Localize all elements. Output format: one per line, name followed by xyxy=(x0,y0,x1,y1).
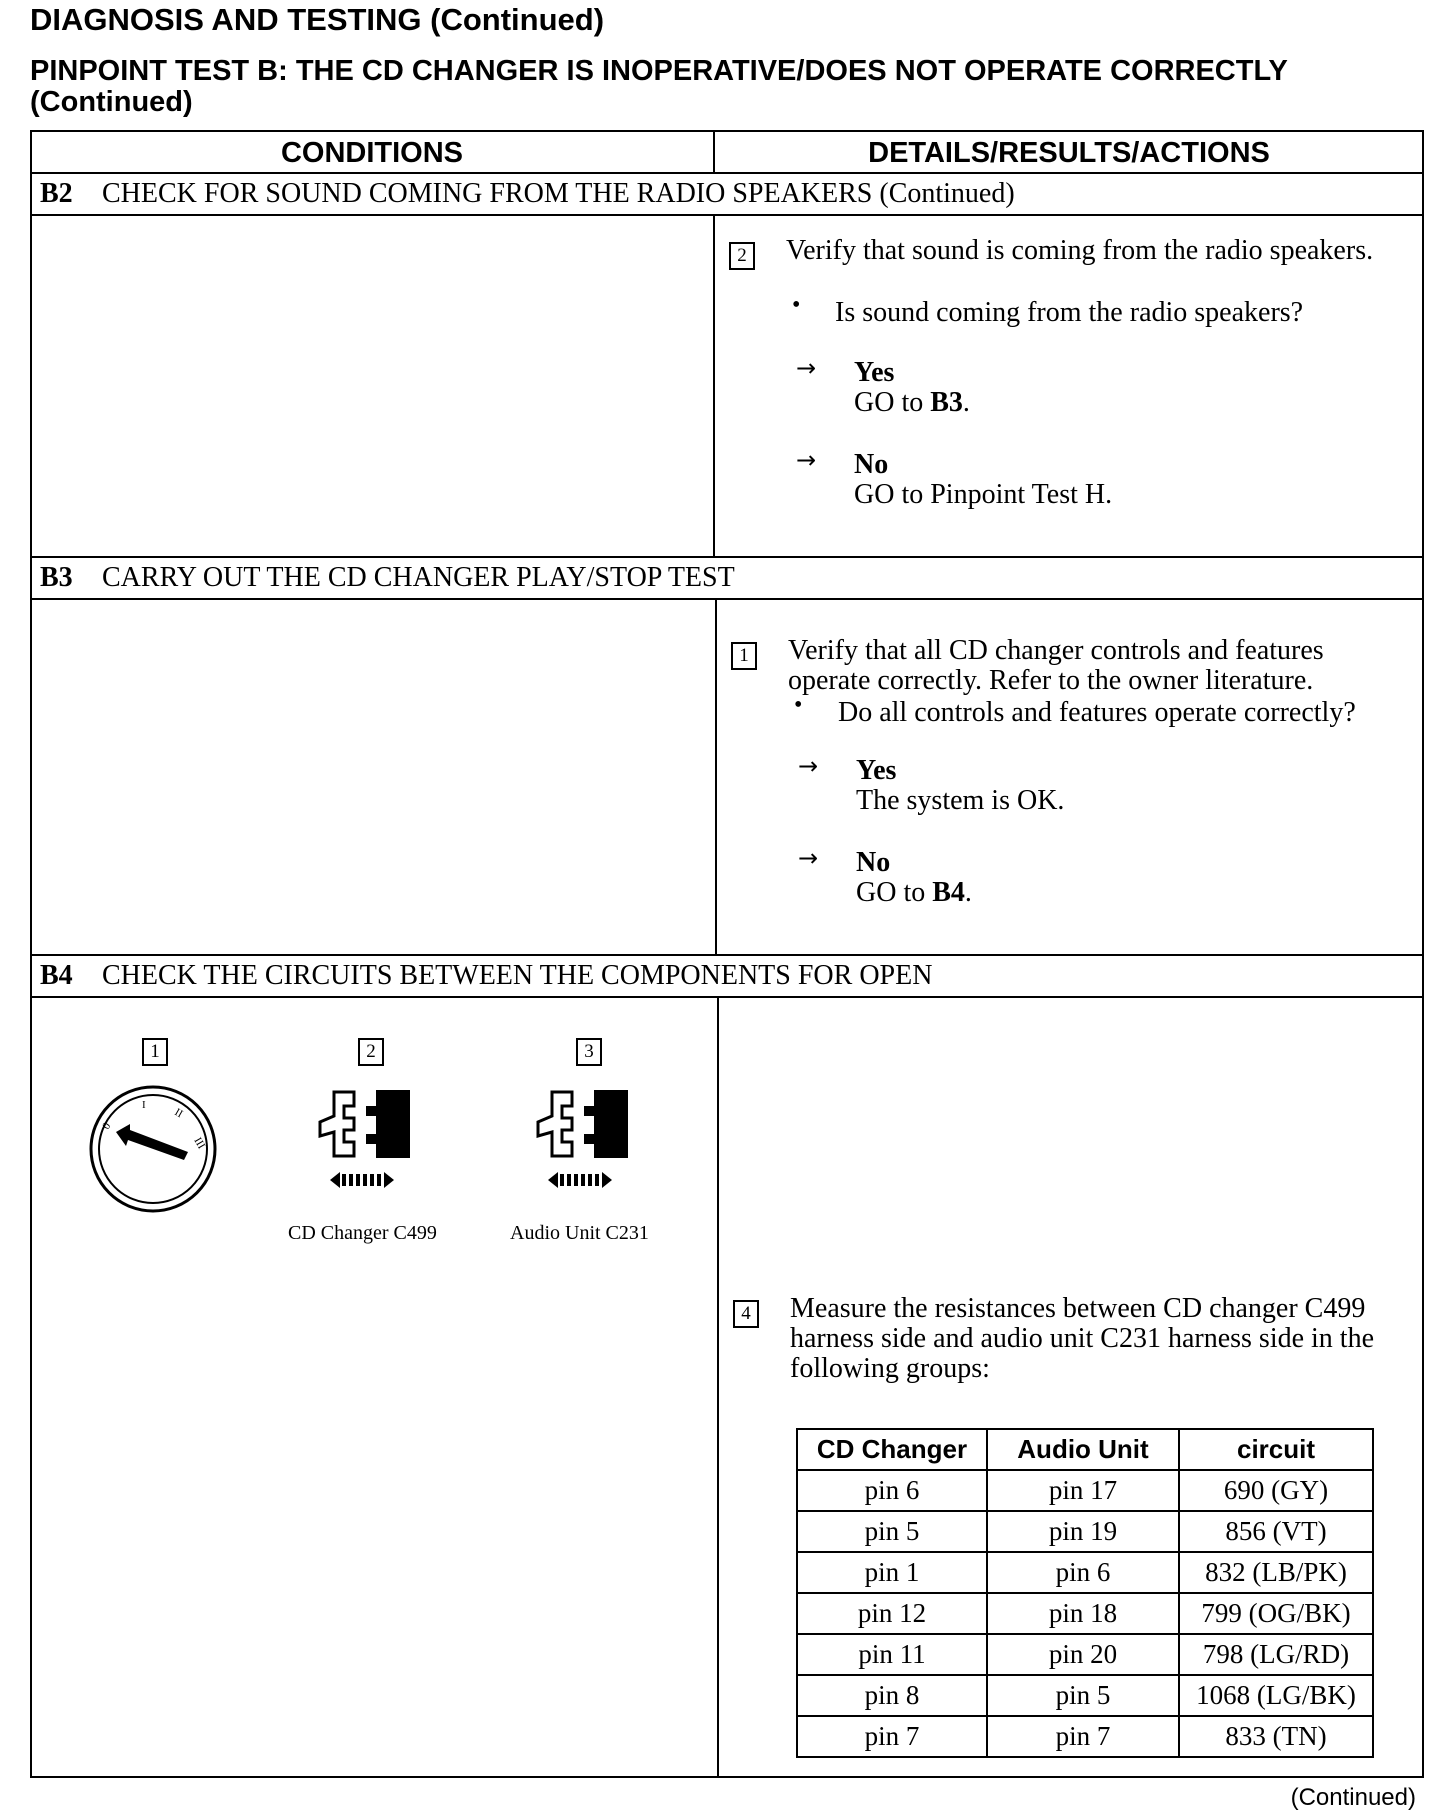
table-cell: 833 (TN) xyxy=(1179,1716,1373,1757)
arrow-right-icon: → xyxy=(798,844,819,872)
table-cell: pin 7 xyxy=(987,1716,1179,1757)
section-id: B4 xyxy=(40,960,73,991)
table-cell: pin 20 xyxy=(987,1634,1179,1675)
step-number-box: 3 xyxy=(576,1038,602,1066)
column-divider xyxy=(715,598,717,954)
table-cell: pin 12 xyxy=(797,1593,987,1634)
yes-label: Yes xyxy=(854,357,895,388)
no-action: GO to B4. xyxy=(856,877,972,908)
column-divider xyxy=(713,132,715,172)
table-cell: pin 1 xyxy=(797,1552,987,1593)
table-cell: pin 17 xyxy=(987,1470,1179,1511)
table-cell: 856 (VT) xyxy=(1179,1511,1373,1552)
column-header: CD Changer xyxy=(797,1429,987,1470)
column-divider xyxy=(717,996,719,1776)
step-number-box: 2 xyxy=(729,242,755,270)
continued-footer: (Continued) xyxy=(1290,1784,1416,1811)
yes-action: The system is OK. xyxy=(856,785,1065,816)
section-id: B3 xyxy=(40,562,73,593)
step-number-box: 4 xyxy=(733,1300,759,1328)
section-divider xyxy=(32,996,1422,998)
bullet-icon: • xyxy=(794,692,803,718)
no-label: No xyxy=(854,449,889,480)
column-divider xyxy=(713,214,715,556)
step-instruction: Measure the resistances between CD changer C499 harness side and audio unit C231 harness side in the following groups: xyxy=(790,1293,1375,1384)
step-instruction: Verify that sound is coming from the radio speakers. xyxy=(786,235,1374,266)
table-cell: 832 (LB/PK) xyxy=(1179,1552,1373,1593)
table-cell: pin 6 xyxy=(987,1552,1179,1593)
ignition-switch-off-icon xyxy=(86,1082,220,1216)
table-cell: pin 5 xyxy=(797,1511,987,1552)
ignition-position-label: III xyxy=(191,1135,208,1152)
yes-action: GO to B3. xyxy=(854,387,970,418)
page-title: DIAGNOSIS AND TESTING (Continued) xyxy=(30,2,605,37)
arrow-right-icon: → xyxy=(798,752,819,780)
table-cell: 798 (LG/RD) xyxy=(1179,1634,1373,1675)
table-cell: pin 11 xyxy=(797,1634,987,1675)
step-instruction: Verify that all CD changer controls and features operate correctly. Refer to the owner literature. xyxy=(788,635,1324,696)
column-header-details: DETAILS/RESULTS/ACTIONS xyxy=(868,137,1270,169)
table-cell: 1068 (LG/BK) xyxy=(1179,1675,1373,1716)
illustration-caption: CD Changer C499 xyxy=(288,1222,437,1244)
step-number-box: 1 xyxy=(731,642,757,670)
table-row xyxy=(797,1634,1373,1675)
table-cell: pin 18 xyxy=(987,1593,1179,1634)
no-label: No xyxy=(856,847,891,878)
step-question: Is sound coming from the radio speakers? xyxy=(835,297,1304,328)
table-row xyxy=(797,1675,1373,1716)
table-header-row xyxy=(797,1429,1373,1470)
column-header: Audio Unit xyxy=(987,1429,1179,1470)
section-header-b3 xyxy=(40,558,735,598)
table-cell: pin 7 xyxy=(797,1716,987,1757)
cd-changer-connector-icon xyxy=(304,1082,434,1198)
column-header-conditions: CONDITIONS xyxy=(280,137,464,169)
step-number-box: 1 xyxy=(142,1038,168,1066)
no-action: GO to Pinpoint Test H. xyxy=(854,479,1113,510)
table-row xyxy=(797,1552,1373,1593)
arrow-right-icon: → xyxy=(796,446,817,474)
ignition-position-label: I xyxy=(142,1099,146,1111)
section-title: CHECK FOR SOUND COMING FROM THE RADIO SPEAKERS (Continued) xyxy=(102,178,1015,209)
table-cell: pin 5 xyxy=(987,1675,1179,1716)
section-divider xyxy=(32,598,1422,600)
ignition-position-label: II xyxy=(172,1106,185,1121)
arrow-right-icon: → xyxy=(796,354,817,382)
audio-unit-connector-icon xyxy=(522,1082,652,1198)
section-id: B2 xyxy=(40,178,73,209)
table-row xyxy=(797,1470,1373,1511)
bullet-icon: • xyxy=(792,292,801,318)
table-cell: 799 (OG/BK) xyxy=(1179,1593,1373,1634)
section-title: CARRY OUT THE CD CHANGER PLAY/STOP TEST xyxy=(102,562,735,593)
table-cell: 690 (GY) xyxy=(1179,1470,1373,1511)
step-question: Do all controls and features operate correctly? xyxy=(838,697,1356,728)
illustration-caption: Audio Unit C231 xyxy=(510,1222,649,1244)
section-header-b2 xyxy=(40,174,1015,214)
table-row xyxy=(797,1511,1373,1552)
section-header-b4 xyxy=(40,956,932,996)
ignition-position-label: 0 xyxy=(100,1120,114,1132)
section-divider xyxy=(32,214,1422,216)
resistance-table xyxy=(796,1428,1374,1758)
table-cell: pin 6 xyxy=(797,1470,987,1511)
pinpoint-test-title: PINPOINT TEST B: THE CD CHANGER IS INOPERATIVE/DOES NOT OPERATE CORRECTLY (Continued) xyxy=(30,55,1288,118)
section-title: CHECK THE CIRCUITS BETWEEN THE COMPONENTS FOR OPEN xyxy=(102,960,933,991)
table-cell: pin 19 xyxy=(987,1511,1179,1552)
step-number-box: 2 xyxy=(358,1038,384,1066)
yes-label: Yes xyxy=(856,755,897,786)
table-row xyxy=(797,1716,1373,1757)
table-row xyxy=(797,1593,1373,1634)
table-cell: pin 8 xyxy=(797,1675,987,1716)
column-header: circuit xyxy=(1179,1429,1373,1470)
